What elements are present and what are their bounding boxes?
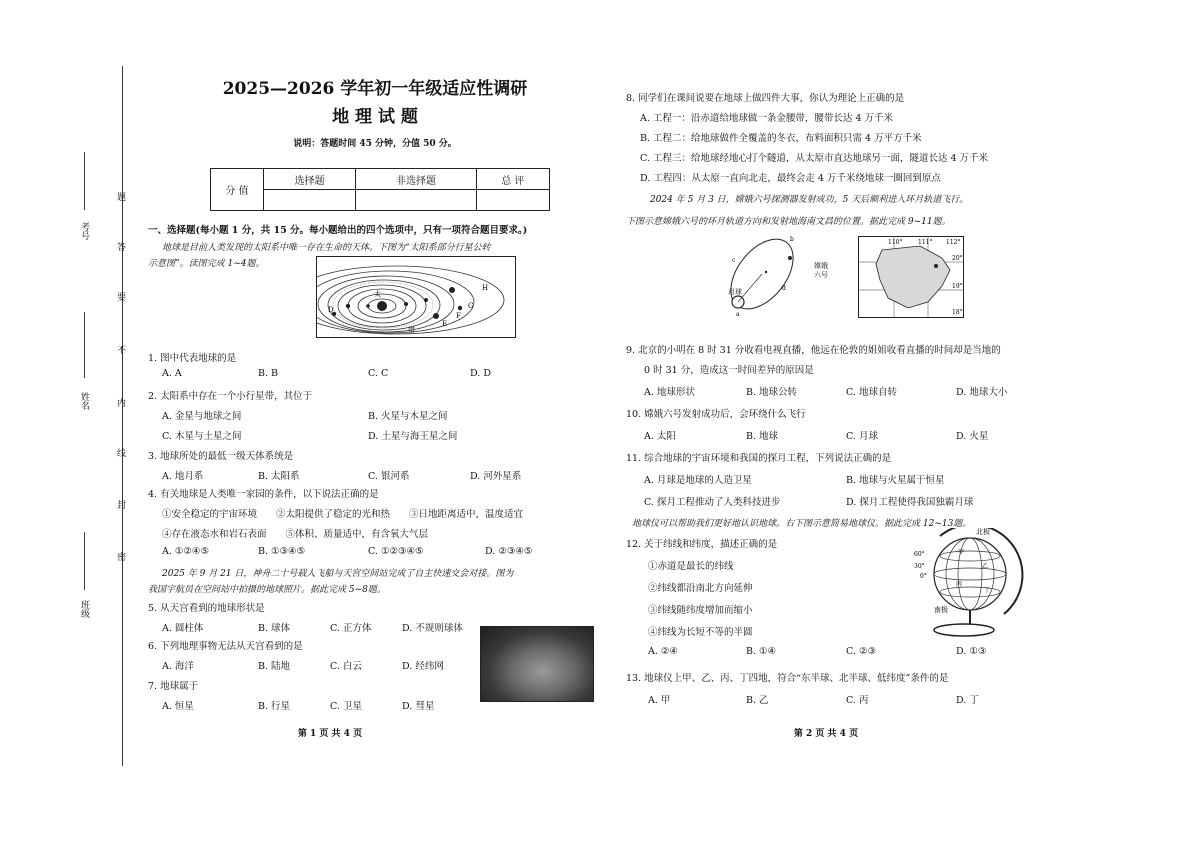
question-6: 6. 下列地理事物无法从天宫看到的是 [148,641,303,652]
solar-label-G: G [468,302,474,310]
option[interactable]: A. 恒星 [162,701,194,712]
orbit-label-moon: 月球 [728,288,742,296]
class-label: 班级 [79,600,89,618]
question-12-item: ③纬线随纬度增加而缩小 [648,605,753,616]
lunar-orbit-diagram [716,232,810,318]
question-12: 12. 关于纬线和纬度，描述正确的是 [626,539,778,550]
option[interactable]: D. ②③④⑤ [485,546,533,557]
question-12-item: ②纬线都沿南北方向延伸 [648,583,753,594]
score-header-choice: 选择题 [264,169,356,190]
option[interactable]: B. 球体 [258,623,291,634]
globe-label-north: 北极 [976,528,990,536]
question-10: 10. 嫦娥六号发射成功后，会环绕什么飞行 [626,409,806,420]
page-1 [140,70,610,760]
intro-2: 我国宇航员在空间站中拍摄的地球照片。据此完成 5~8题。 [148,585,386,595]
question-13: 13. 地球仪上甲、乙、丙、丁四地，符合“东半球、北半球、低纬度”条件的是 [626,673,949,684]
question-8: 8. 同学们在课间说要在地球上做四件大事，你认为理论上正确的是 [626,93,905,104]
option[interactable]: D. 经纬网 [402,661,444,672]
map-label-lon2: 111° [918,239,933,246]
earth-photo [480,626,594,702]
name-label: 姓名 [79,392,89,410]
score-header-nonchoice: 非选择题 [356,169,476,190]
option[interactable]: B. 太阳系 [258,471,300,482]
option[interactable]: D. 不规则球体 [402,623,463,634]
intro-1: 示意图”。读图完成 1~4题。 [148,259,265,269]
globe-label-south: 南极 [934,606,948,614]
score-header-total: 总 评 [476,169,549,190]
option[interactable]: D. 探月工程使得我国独霸月球 [846,497,974,508]
intro-1: 地球是目前人类发现的太阳系中唯一存在生命的天体。下图为“太阳系部分行星公转 [162,243,491,253]
globe-label-yi: 乙 [982,563,989,570]
question-5: 5. 从天宫看到的地球形状是 [148,603,265,614]
option[interactable]: A. 地月系 [162,471,204,482]
option[interactable]: B. 工程二：给地球做件全覆盖的冬衣，布料面积只需 4 万平方千米 [640,133,922,144]
binding-rule [122,66,123,766]
option[interactable]: D. 火星 [956,431,989,442]
seal-char: 题 [115,192,125,201]
option[interactable]: B. 行星 [258,701,291,712]
solar-label-F: F [456,312,461,320]
option[interactable]: C. 工程三：给地球经地心打个隧道，从太原市直达地球另一面，隧道长达 4 万千米 [640,153,989,164]
option[interactable]: D. 丁 [956,695,979,706]
option[interactable]: C. 木星与土星之间 [162,431,242,442]
option[interactable]: B. 地球 [746,431,779,442]
globe-label-jia: 甲 [958,549,965,556]
hainan-map [858,236,964,318]
solar-label-H: H [482,284,489,292]
option[interactable]: A. 金星与地球之间 [162,411,242,422]
option[interactable]: A. 圆柱体 [162,623,204,634]
option[interactable]: A. 海洋 [162,661,194,672]
option[interactable]: A. A [162,368,182,379]
question-1: 1. 图中代表地球的是 [148,353,237,364]
intro-4: 地球仪可以帮助我们更好地认识地球。右下图示意简易地球仪。据此完成 12~13题。 [632,519,972,529]
option[interactable]: B. 陆地 [258,661,291,672]
seal-char: 密 [115,552,125,561]
probe-label-line1: 嫦娥 [814,262,828,270]
option[interactable]: A. 地球形状 [644,387,695,398]
option[interactable]: A. ①②④⑤ [162,546,209,557]
page-footer: 第 1 页 共 4 页 [297,729,363,739]
globe-label-lat60: 60° [914,551,925,558]
seal-char: 答 [115,242,125,251]
exam-title: 2025—2026 学年初一年级适应性调研 [222,79,528,99]
solar-label-E: E [442,320,448,328]
question-11: 11. 综合地球的宇宙环境和我国的探月工程，下列说法正确的是 [626,453,892,464]
option[interactable]: C. 地球自转 [846,387,897,398]
option[interactable]: D. 地球大小 [956,387,1008,398]
option[interactable]: A. 月球是地球的人造卫星 [644,475,752,486]
option[interactable]: D. 土星与海王星之间 [368,431,458,442]
option[interactable]: C. ①②③④⑤ [368,546,424,557]
seal-char: 不 [115,345,125,354]
option[interactable]: A. 太阳 [644,431,676,442]
option[interactable]: D. D [470,368,491,379]
question-4: 4. 有关地球是人类唯一家园的条件，以下说法正确的是 [148,489,379,500]
probe-label [814,262,828,280]
exam-note: 说明：答题时间 45 分钟，分值 50 分。 [293,139,457,149]
option[interactable]: C. C [368,368,389,379]
question-9-cont: 0 时 31 分，造成这一时间差异的原因是 [644,365,814,376]
globe-diagram [906,528,1024,640]
map-label-lat2: 19° [952,283,963,290]
option[interactable]: C. 银河系 [368,471,410,482]
map-label-lat1: 20° [952,255,963,262]
section-heading: 一、选择题(每小题 1 分，共 15 分。每小题给出的四个选项中，只有一项符合题目要求。) [148,225,528,236]
option[interactable]: A. 甲 [648,695,671,706]
question-2: 2. 太阳系中存在一个小行星带，其位于 [148,391,313,402]
option[interactable]: C. 月球 [846,431,878,442]
orbit-label-b: b [790,236,794,243]
score-cell-total[interactable] [476,190,549,211]
map-label-lon1: 110° [888,239,903,246]
globe-label-lat0: 0° [920,573,927,580]
name-line [84,312,85,378]
option[interactable]: C. 卫星 [330,701,362,712]
page-footer: 第 2 页 共 4 页 [793,729,859,739]
exam-number-line [84,152,85,210]
option[interactable]: C. 白云 [330,661,362,672]
option[interactable]: B. ①③④⑤ [258,546,306,557]
page-2 [626,86,1096,766]
option[interactable]: D. 彗星 [402,701,435,712]
orbit-label-c: c [732,257,736,264]
intro-3: 下图示意嫦娥六号的环月轨道方向和发射地海南文昌的位置。据此完成 9~11题。 [626,217,951,227]
question-12-item: ①赤道是最长的纬线 [648,561,734,572]
option[interactable]: D. 河外星系 [470,471,522,482]
binding-margin [0,0,130,849]
globe-label-lat30: 30° [914,563,925,570]
globe-label-ding: 丁 [984,587,991,594]
option[interactable]: C. 探月工程推动了人类科技进步 [644,497,781,508]
solar-label-D: D [328,306,334,314]
question-4-items: ④存在液态水和岩石表面 ⑤体积、质量适中，有含氧大气层 [162,529,429,540]
class-line [84,532,85,590]
question-12-item: ④纬线为长短不等的半圆 [648,627,753,638]
intro-3: 2024 年 5 月 3 日，嫦娥六号探测器发射成功，5 天后顺利进入环月轨道飞行。 [650,195,969,205]
globe-label-bing: 丙 [956,581,963,588]
option[interactable]: C. 正方体 [330,623,372,634]
option[interactable]: B. 地球与火星属于恒星 [846,475,945,486]
exam-number-label: 考号 [79,222,89,240]
question-3: 3. 地球所处的最低一级天体系统是 [148,451,294,462]
option[interactable]: B. 火星与木星之间 [368,411,448,422]
map-label-lat3: 18° [952,309,963,316]
score-cell-nonchoice[interactable] [356,190,476,211]
score-table [210,168,550,211]
orbit-label-d: d [782,285,786,292]
seal-char: 内 [115,398,125,407]
option[interactable]: D. 工程四：从太原一直向北走，最终会走 4 万千米绕地球一圈回到原点 [640,173,941,184]
option[interactable]: D. ①③ [956,646,987,657]
seal-char: 封 [115,500,125,509]
option[interactable]: A. 工程一：沿赤道给地球做一条金腰带，腰带长达 4 万千米 [640,113,893,124]
exam-subtitle: 地 理 试 题 [332,107,418,127]
probe-label-line2: 六号 [814,271,828,279]
option[interactable]: B. 乙 [746,695,769,706]
score-cell-choice[interactable] [264,190,356,211]
option[interactable]: C. 丙 [846,695,869,706]
option[interactable]: A. ②④ [648,646,678,657]
orbit-label-a: a [736,311,740,318]
option[interactable]: B. 地球公转 [746,387,798,398]
question-7: 7. 地球属于 [148,681,199,692]
seal-char: 线 [115,448,125,457]
map-label-lon3: 112° [946,239,961,246]
solar-label-belt: 带 [408,326,415,334]
solar-system-diagram [316,256,516,338]
intro-2: 2025 年 9 月 21 日，神舟二十号载人飞船与天宫空间站完成了自主快速交会对接。图为 [162,569,514,579]
option[interactable]: B. B [258,368,279,379]
seal-char: 要 [115,292,125,301]
question-9: 9. 北京的小明在 8 时 31 分收看电视直播，他远在伦敦的姐姐收看直播的时间却是当地的 [626,345,1001,356]
solar-label-sun: 太 [374,290,381,298]
option[interactable]: C. ②③ [846,646,877,657]
question-4-items: ①安全稳定的宇宙环境 ②太阳提供了稳定的光和热 ③日地距离适中，温度适宜 [162,509,524,520]
score-row-label: 分 值 [211,169,264,211]
option[interactable]: B. ①④ [746,646,777,657]
